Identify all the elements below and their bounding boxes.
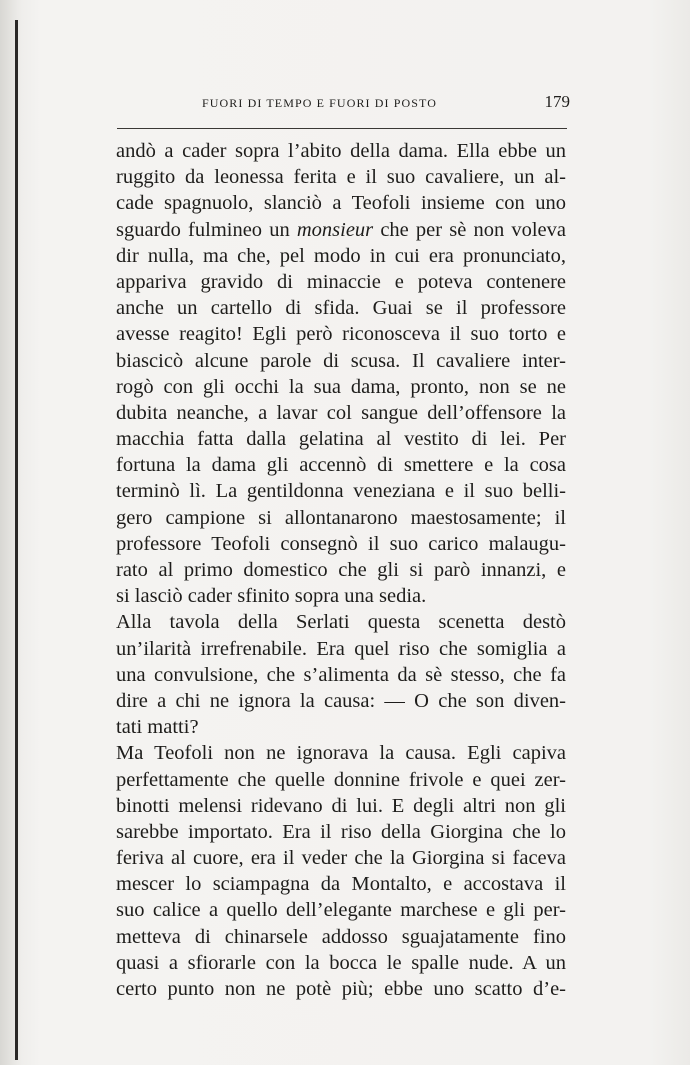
text-line [116, 269, 566, 295]
text-line [116, 714, 566, 740]
text-run: Ma Teofoli non ne ignorava la causa. Egli capiva [116, 742, 566, 765]
text-run: professore Teofoli consegnò il suo carico malaugu- [116, 532, 566, 555]
text-run: suo calice a quello dell’elegante marchese e gli per- [116, 899, 566, 922]
text-line [116, 897, 566, 923]
text-line [116, 871, 566, 897]
text-line [116, 740, 566, 766]
text-line [116, 400, 566, 426]
text-run: rogò con gli occhi la sua dama, pronto, non se ne [116, 375, 566, 398]
text-run: ruggito da leonessa ferita e il suo cavaliere, un al- [116, 166, 566, 189]
text-run: feriva al cuore, era il veder che la Giorgina si faceva [116, 847, 566, 870]
text-run: un’ilarità irrefrenabile. Era quel riso che somiglia a [116, 637, 566, 660]
text-run: si lasciò cader sfinito sopra una sedia. [116, 585, 427, 608]
text-line [116, 950, 566, 976]
text-run: che per sè non voleva [373, 218, 566, 241]
text-line [116, 426, 566, 452]
binding-edge [0, 0, 22, 1065]
text-run: quasi a sfiorarle con la bocca le spalle nude. A un [116, 951, 566, 974]
text-run: biascicò alcune parole di scusa. Il cavaliere inter- [116, 349, 566, 372]
text-run: appariva gravido di minaccie e poteva contenere [116, 270, 566, 293]
text-run: certo punto non ne potè più; ebbe uno scatto d’e- [116, 978, 566, 1000]
text-line [116, 557, 566, 583]
text-run: anche un cartello di sfida. Guai se il professore [116, 297, 566, 320]
text-run: macchia fatta dalla gelatina al vestito di lei. Per [116, 428, 566, 451]
text-line [116, 688, 566, 714]
text-run: terminò lì. La gentildonna veneziana e il suo belli- [116, 480, 566, 503]
text-run: una convulsione, che s’alimenta da sè stesso, che fa [116, 663, 566, 686]
text-run: mescer lo sciampagna da Montalto, e accostava il [116, 873, 566, 896]
running-title: FUORI DI TEMPO E FUORI DI POSTO [202, 96, 438, 110]
header-rule [117, 128, 567, 129]
text-run: dubita neanche, a lavar col sangue dell’offensore la [116, 401, 566, 424]
text-line [116, 478, 566, 504]
text-line [116, 452, 566, 478]
text-line [116, 217, 566, 243]
text-run: sarebbe importato. Era il riso della Giorgina che lo [116, 820, 566, 843]
text-line [116, 583, 566, 609]
text-line [116, 609, 566, 635]
text-line [116, 243, 566, 269]
text-line [116, 374, 566, 400]
text-run: dir nulla, ma che, pel modo in cui era pronunciato, [116, 244, 566, 267]
text-line [116, 845, 566, 871]
text-line [116, 976, 566, 1002]
text-line [116, 531, 566, 557]
text-run: perfettamente che quelle donnine frivole e quei zer- [116, 768, 566, 791]
text-line [116, 505, 566, 531]
text-run: metteva di chinarsele addosso sguajatamente fino [116, 925, 566, 948]
text-line [116, 295, 566, 321]
text-run: gero campione si allontanarono maestosamente; il [116, 506, 566, 529]
text-run: Alla tavola della Serlati questa scenetta destò [116, 611, 566, 634]
text-run: rato al primo domestico che gli si parò innanzi, e [116, 559, 566, 581]
text-line [116, 636, 566, 662]
text-line [116, 190, 566, 216]
text-run: dire a chi ne ignora la causa: — O che son diven- [116, 689, 566, 712]
running-head [198, 92, 572, 116]
text-line [116, 819, 566, 845]
text-run: avesse reagito! Egli però riconosceva il suo torto e [116, 323, 566, 346]
text-line [116, 793, 566, 819]
body-text [116, 138, 566, 1002]
text-run: cade spagnuolo, slanciò a Teofoli insieme con uno [116, 192, 566, 215]
text-line [116, 348, 566, 374]
text-line [116, 138, 566, 164]
text-line [116, 662, 566, 688]
text-run: sguardo fulmineo un [116, 218, 297, 241]
italic-word: monsieur [296, 218, 374, 241]
text-line [116, 924, 566, 950]
text-run: binotti melensi ridevano di lui. E degli altri non gli [116, 794, 566, 817]
page-edge-line [15, 20, 18, 1060]
text-run: tati matti? [116, 716, 199, 739]
text-line [116, 164, 566, 190]
text-run: andò a cader sopra l’abito della dama. Ella ebbe un [116, 140, 566, 162]
text-line [116, 321, 566, 347]
text-line [116, 767, 566, 793]
text-run: fortuna la dama gli accennò di smettere e la cosa [116, 454, 566, 477]
page-number: 179 [544, 92, 570, 111]
